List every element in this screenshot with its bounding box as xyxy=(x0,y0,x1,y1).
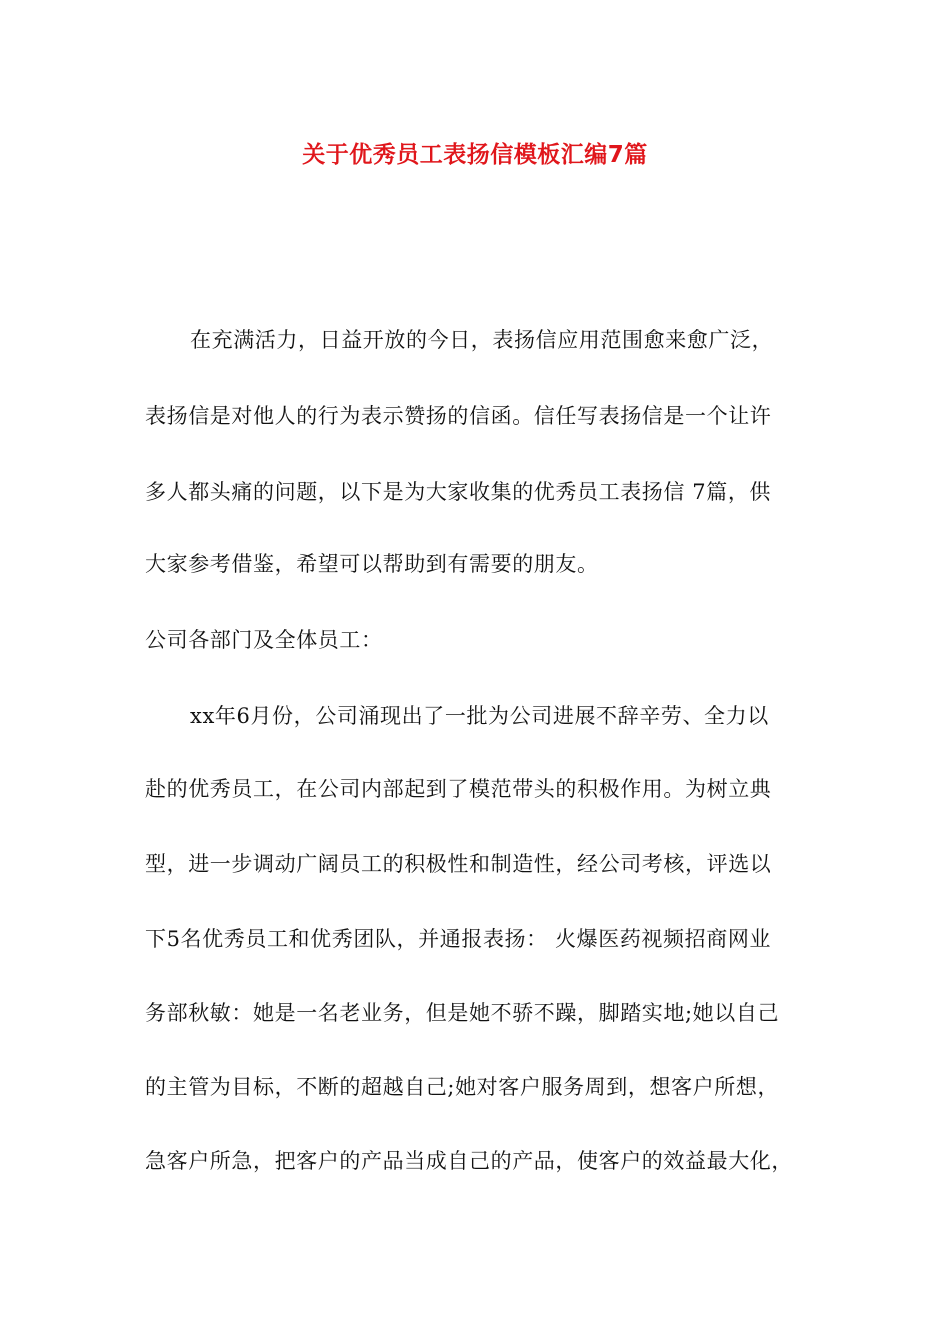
salutation-line: 公司各部门及全体员工： xyxy=(145,628,383,652)
paragraph-line: 大家参考借鉴，希望可以帮助到有需要的朋友。 xyxy=(145,552,599,576)
paragraph-line: 表扬信是对他人的行为表示赞扬的信函。信任写表扬信是一个让许 xyxy=(145,404,772,428)
paragraph-line: 赴的优秀员工，在公司内部起到了模范带头的积极作用。为树立典 xyxy=(145,777,772,801)
paragraph-line: 在充满活力，日益开放的今日，表扬信应用范围愈来愈广泛， xyxy=(190,328,774,352)
paragraph-line: 下5名优秀员工和优秀团队，并通报表扬： 火爆医药视频招商网业 xyxy=(145,927,772,951)
paragraph-line: xx年6月份，公司涌现出了一批为公司进展不辞辛劳、全力以 xyxy=(190,704,769,728)
paragraph-line: 的主管为目标，不断的超越自己;她对客户服务周到，想客户所想， xyxy=(145,1075,780,1099)
paragraph-line: 务部秋敏：她是一名老业务，但是她不骄不躁，脚踏实地;她以自己 xyxy=(145,1001,780,1025)
paragraph-line: 多人都头痛的问题，以下是为大家收集的优秀员工表扬信 7篇，供 xyxy=(145,480,772,504)
paragraph-line: 急客户所急，把客户的产品当成自己的产品，使客户的效益最大化， xyxy=(145,1149,793,1173)
paragraph-line: 型，进一步调动广阔员工的积极性和制造性，经公司考核，评选以 xyxy=(145,852,772,876)
document-title: 关于优秀员工表扬信模板汇编7篇 xyxy=(302,142,648,168)
